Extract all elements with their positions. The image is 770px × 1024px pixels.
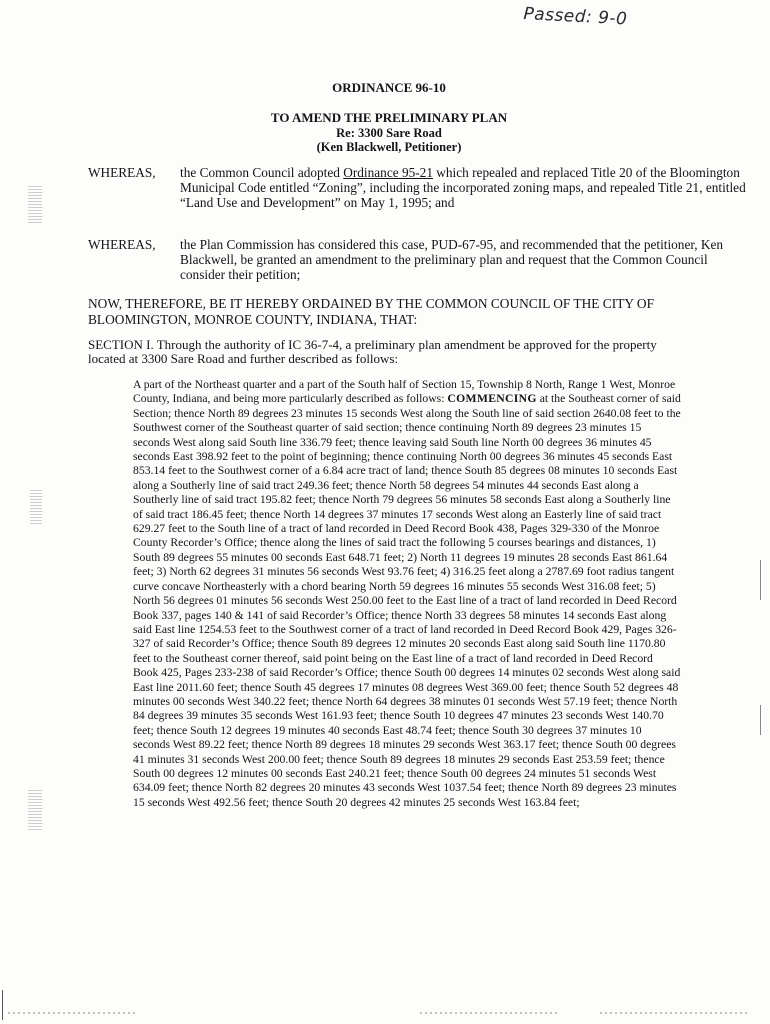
whereas-label: WHEREAS, (88, 165, 156, 180)
handwritten-annotation: Passed: 9-0 (522, 4, 628, 30)
ordained-clause: NOW, THEREFORE, BE IT HEREBY ORDAINED BY THE COMMON COUNCIL OF THE CITY OF BLOOMINGTON, MONROE COUNTY, INDIANA, THAT: (88, 296, 655, 327)
commencing-keyword: COMMENCING (447, 392, 537, 406)
scan-noise (8, 1012, 138, 1014)
ordinance-purpose: TO AMEND THE PRELIMINARY PLAN (270, 110, 508, 125)
scan-artifact (30, 490, 42, 526)
scan-artifact (28, 790, 42, 830)
whereas-text-before: the Common Council adopted (180, 165, 344, 180)
ordinance-petitioner: (Ken Blackwell, Petitioner) (316, 140, 462, 154)
scan-edge-line (2, 990, 3, 1020)
ordinance-reference: Ordinance 95-21 (343, 165, 433, 180)
whereas-text-after: which repealed and replaced Title 20 of the Bloomington Municipal Code entitled “Zoning”, including the incorporated zoning maps, and repealed Title 21, entitled “Land Use and Development” on May 1, 1995; and (180, 165, 746, 210)
ordinance-number: ORDINANCE 96-10 (332, 80, 446, 95)
legal-description-intro: A part of the Northeast quarter and a part of the South half of Section 15, Township 8 North, Range 1 West, Monroe County, Indiana, and being more particularly described as follows: (133, 378, 676, 406)
ordinance-re-line: Re: 3300 Sare Road (336, 126, 442, 140)
legal-description (133, 378, 681, 810)
legal-description-body: at the Southeast corner of said Section; thence North 89 degrees 23 minutes 15 seconds West along the South line of said section 2640.08 feet to the Southwest corner of the Southeast quarter of said section; thence continuing North 89 degrees 23 minutes 15 seconds West along said South line 336.79 feet; thence leaving said South line North 00 degrees 36 minutes 45 seconds East 398.92 feet to the point of beginning; thence continuing North 00 degrees 36 minutes 45 seconds East 853.14 feet to the Southwest corner of a 6.84 acre tract of land; thence South 85 degrees 08 minutes 10 seconds East along a Southerly line of said tract 249.36 feet; thence North 58 degrees 54 minutes 44 seconds East along a Southerly line of said tract 195.82 feet; thence North 79 degrees 56 minutes 58 seconds East along a Southerly line of said tract 186.45 feet; thence North 14 degrees 37 minutes 17 seconds West along an Easterly line of said tract 629.27 feet to the South line of a tract of land recorded in Deed Record Book 438, Pages 329-330 of the Monroe County Recorder’s Office; thence along the lines of said tract the following 5 courses bearings and distances, 1) South 89 degrees 55 minutes 00 seconds East 648.71 feet; 2) North 11 degrees 19 minutes 28 seconds East 861.64 feet; 3) North 62 degrees 31 minutes 56 seconds West 93.76 feet; 4) 316.25 feet along a 2787.69 foot radius tangent curve concave Northeasterly with a chord bearing North 59 degrees 16 minutes 55 seconds West 316.08 feet; 5) North 56 degrees 01 minutes 56 seconds West 250.00 feet to the East line of a tract of land recorded in Deed Record Book 337, pages 140 & 141 of said Recorder’s Office; thence North 33 degrees 58 minutes 14 seconds East along said East line 1254.53 feet to the Southwest corner of a tract of land recorded in Deed Record Book 429, Pages 326-327 of said Recorder’s Office; thence South 89 degrees 12 minutes 20 seconds East along said South line 1170.80 feet to the Southeast corner thereof, said point being on the East line of a tract of land recorded in Deed Record Book 425, Pages 233-238 of said Recorder’s Office; thence South 00 degrees 14 minutes 02 seconds West along said East line 2011.60 feet; thence South 45 degrees 17 minutes 08 degrees West 369.00 feet; thence South 52 degrees 48 minutes 00 seconds West 340.22 feet; thence North 64 degrees 38 minutes 01 seconds West 57.19 feet; thence North 84 degrees 39 minutes 35 seconds West 161.93 feet; thence South 10 degrees 47 minutes 23 seconds West 140.70 feet; thence South 12 degrees 19 minutes 40 seconds East 48.74 feet; thence South 30 degrees 37 minutes 10 seconds West 89.22 feet; thence North 89 degrees 18 minutes 29 seconds West 363.17 feet; thence South 00 degrees 41 minutes 31 seconds West 200.00 feet; thence South 89 degrees 18 minutes 29 seconds East 253.59 feet; thence South 00 degrees 12 minutes 00 seconds East 240.21 feet; thence South 00 degrees 24 minutes 51 seconds West 634.09 feet; thence North 82 degrees 20 minutes 43 seconds West 1037.54 feet; thence North 89 degrees 23 minutes 15 seconds West 492.56 feet; thence South 20 degrees 42 minutes 25 seconds West 163.84 feet; (133, 392, 681, 809)
scan-noise (600, 1012, 750, 1014)
section-1: SECTION I. Through the authority of IC 36-7-4, a preliminary plan amendment be approved for the property located at 3300 Sare Road and further described as follows: (88, 337, 657, 366)
whereas-label: WHEREAS, (88, 237, 156, 252)
whereas-text (180, 165, 750, 210)
scan-edge-line (760, 705, 761, 735)
scan-edge-line (760, 560, 761, 600)
scan-artifact (28, 186, 42, 224)
scan-noise (420, 1012, 560, 1014)
whereas-text: the Plan Commission has considered this case, PUD-67-95, and recommended that the petitioner, Ken Blackwell, be granted an amendment to the preliminary plan and request that the Common Council consider their petition; (180, 237, 724, 282)
